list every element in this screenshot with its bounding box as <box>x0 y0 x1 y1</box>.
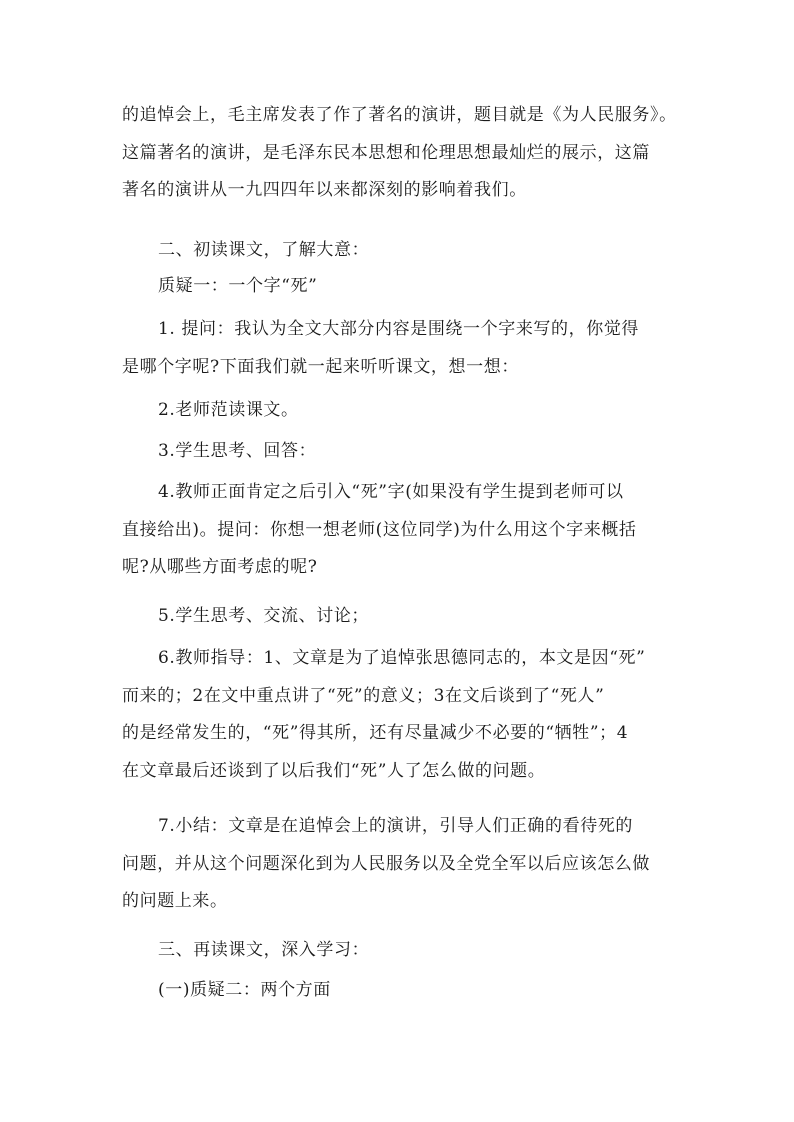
text-line: 著名的演讲从一九四四年以来都深刻的影响着我们。 <box>122 180 527 200</box>
text-line: 这篇著名的演讲，是毛泽东民本思想和伦理思想最灿烂的展示，这篇 <box>122 142 650 163</box>
text-line: 三、再读课文，深入学习： <box>158 940 370 960</box>
question-heading <box>122 268 682 306</box>
step-paragraph <box>122 311 682 386</box>
step-paragraph <box>122 640 682 790</box>
text-line: 5.学生思考、交流、讨论； <box>158 606 370 626</box>
text-line: 的问题上来。 <box>122 891 228 911</box>
step-paragraph <box>122 598 682 636</box>
step-paragraph <box>122 808 682 921</box>
subsection-heading <box>122 972 682 1010</box>
text-line: 6.教师指导：1、文章是为了追悼张思德同志的，本文是因“死” <box>158 648 646 668</box>
text-line: 二、初读课文，了解大意： <box>158 240 370 260</box>
text-line: 的追悼会上，毛主席发表了作了著名的演讲，题目就是《为人民服务》。 <box>122 105 677 125</box>
text-line: 7.小结：文章是在追悼会上的演讲，引导人们正确的看待死的 <box>158 816 634 836</box>
text-line: 4.教师正面肯定之后引入“死”字(如果没有学生提到老师可以 <box>158 482 624 502</box>
text-line: 问题，并从这个问题深化到为人民服务以及全党全军以后应该怎么做 <box>122 853 650 874</box>
step-paragraph <box>122 474 682 587</box>
step-paragraph <box>122 392 682 430</box>
text-line: 而来的；2在文中重点讲了“死”的意义；3在文后谈到了“死人” <box>122 685 605 706</box>
text-line: 直接给出)。提问：你想一想老师(这位同学)为什么用这个字来概括 <box>122 519 637 540</box>
section-heading <box>122 932 682 970</box>
text-line: 在文章最后还谈到了以后我们“死”人了怎么做的问题。 <box>122 760 546 781</box>
text-line: 呢?从哪些方面考虑的呢? <box>122 557 318 577</box>
text-line: 质疑一：一个字“死” <box>158 276 318 296</box>
text-line: (一)质疑二：两个方面 <box>158 980 331 1000</box>
text-line: 是哪个字呢?下面我们就一起来听听课文，想一想： <box>122 356 519 377</box>
text-line: 3.学生思考、回答： <box>158 441 317 461</box>
intro-paragraph <box>122 97 682 210</box>
step-paragraph <box>122 433 682 471</box>
section-heading <box>122 232 682 270</box>
text-line: 2.老师范读课文。 <box>158 400 299 420</box>
text-line: 的是经常发生的，“死”得其所，还有尽量减少不必要的“牺牲”；4 <box>122 723 629 743</box>
text-line: 1. 提问：我认为全文大部分内容是围绕一个字来写的，你觉得 <box>158 319 640 339</box>
